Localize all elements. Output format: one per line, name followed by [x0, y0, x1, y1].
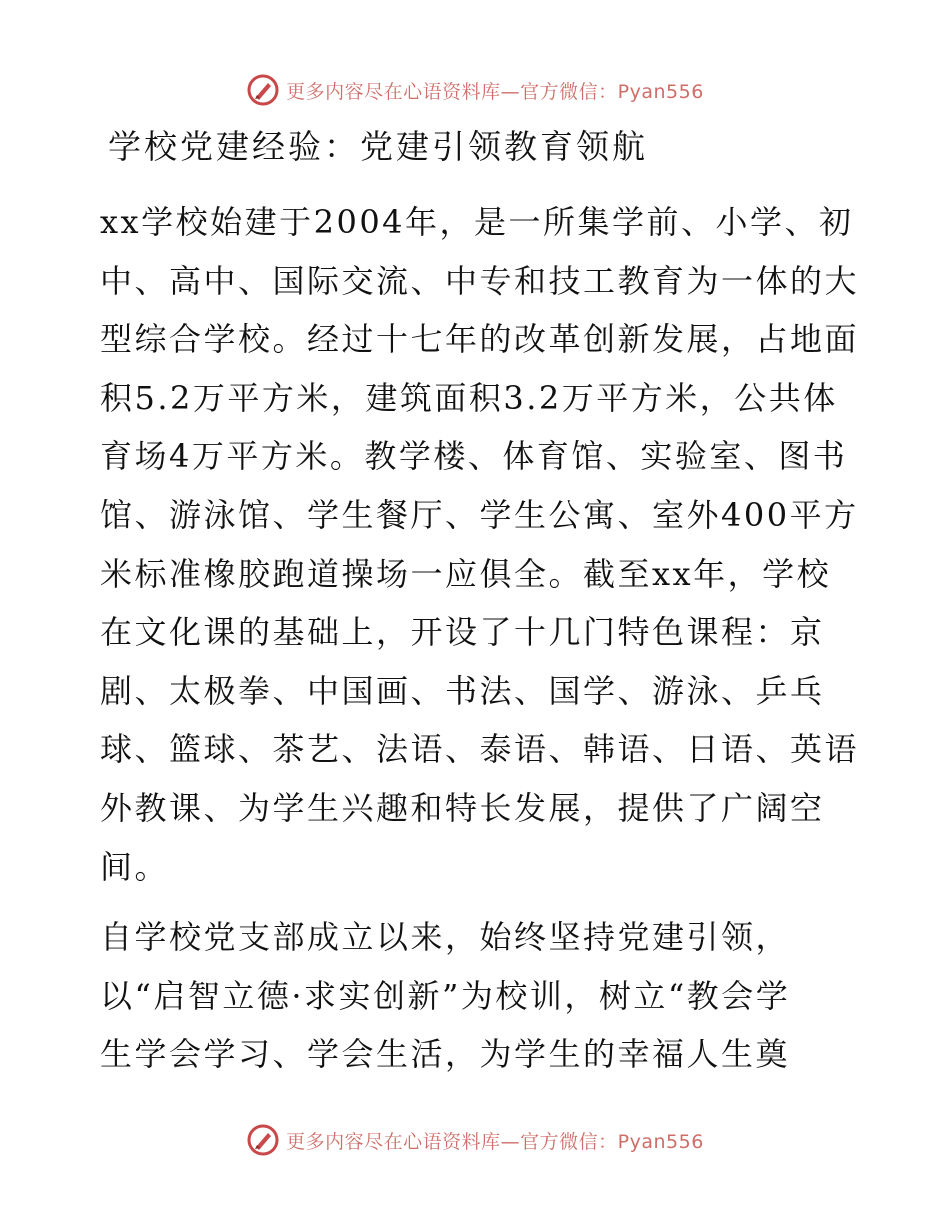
header-banner-text: 更多内容尽在心语资料库—官方微信：Pyan556 — [286, 80, 704, 103]
footer-banner-text: 更多内容尽在心语资料库—官方微信：Pyan556 — [286, 1130, 704, 1153]
paragraph-line: 自学校党支部成立以来，始终坚持党建引领， — [100, 918, 791, 956]
paragraph-line: 剧、太极拳、中国画、书法、国学、游泳、乒乓 — [100, 671, 825, 710]
pen-circle-logo-icon — [246, 73, 280, 107]
header-banner — [0, 70, 950, 110]
paragraph-line: 育场4万平方米。教学楼、体育馆、实验室、图书 — [100, 437, 848, 476]
paragraph-line: 型综合学校。经过十七年的改革创新发展，占地面 — [100, 320, 860, 359]
paragraph-line: xx学校始建于2004年，是一所集学前、小学、初 — [100, 203, 854, 241]
pen-circle-logo-icon — [246, 1123, 280, 1157]
paragraph-line: 间。 — [100, 847, 170, 886]
paragraph-line: 馆、游泳馆、学生餐厅、学生公寓、室外400平方 — [100, 495, 859, 534]
paragraph-line: 球、篮球、茶艺、法语、泰语、韩语、日语、英语 — [100, 730, 860, 769]
paragraph-line: 积5.2万平方米，建筑面积3.2万平方米，公共体 — [100, 378, 838, 417]
paragraph-line: 中、高中、国际交流、中专和技工教育为一体的大 — [100, 261, 860, 300]
paragraph-line: 以“启智立德·求实创新”为校训，树立“教会学 — [100, 976, 791, 1015]
paragraph-line: 米标准橡胶跑道操场一应俱全。截至xx年，学校 — [100, 554, 832, 593]
paragraph-line: 生学会学习、学会生活，为学生的幸福人生奠 — [100, 1035, 791, 1074]
paragraph-line: 外教课、为学生兴趣和特长发展，提供了广阔空 — [100, 788, 825, 827]
footer-banner — [0, 1120, 950, 1160]
document-title: 学校党建经验：党建引领教育领航 — [108, 127, 648, 166]
paragraph-1 — [100, 193, 860, 896]
paragraph-line: 在文化课的基础上，开设了十几门特色课程：京 — [100, 613, 825, 652]
paragraph-2 — [100, 908, 860, 1084]
